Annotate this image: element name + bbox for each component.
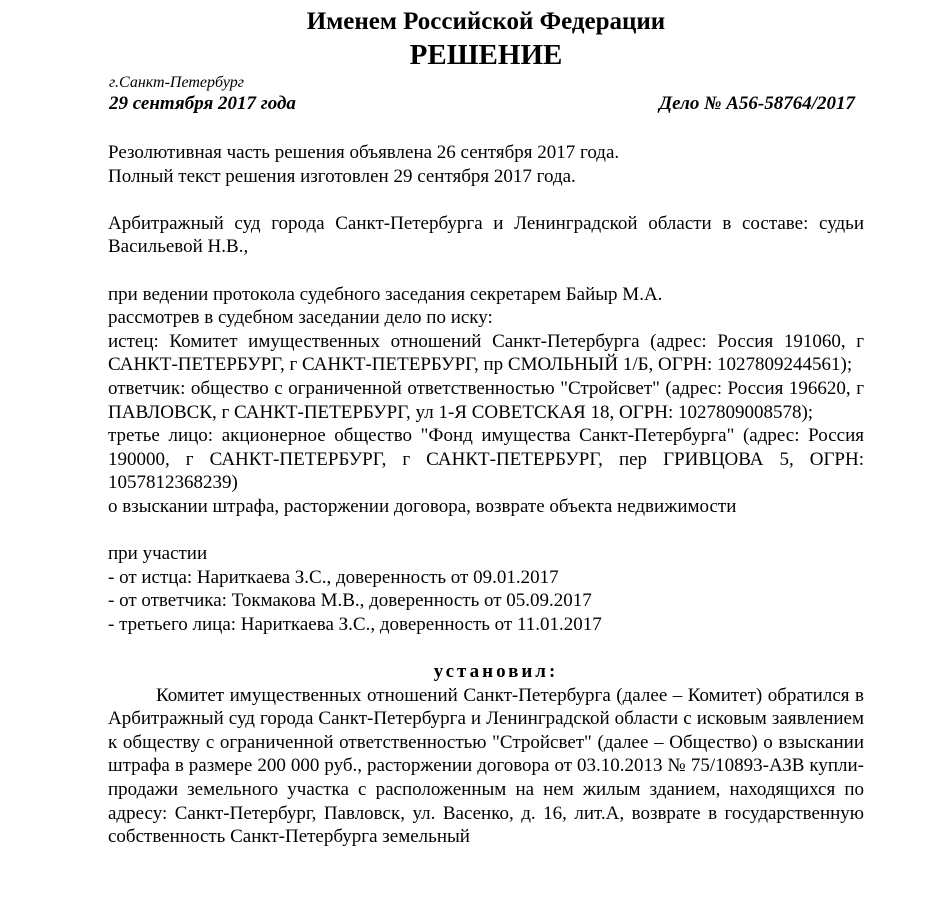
- document-body: [108, 141, 864, 849]
- subject-line: о взыскании штрафа, расторжении договора, возврате объекта недвижимости: [108, 495, 737, 517]
- court-composition: Арбитражный суд города Санкт-Петербурга и Ленинградской области в составе: судьи Васильевой Н.В.,: [108, 212, 864, 258]
- full-text-line: Полный текст решения изготовлен 29 сентября 2017 года.: [108, 165, 576, 187]
- defendant-paragraph: ответчик: общество с ограниченной ответственностью "Стройсвет" (адрес: Россия 196620, г ПАВЛОВСК, г САНКТ-ПЕТЕРБУРГ, ул 1-Я СОВЕТСКАЯ 18, ОГРН: 1027809008578);: [108, 377, 864, 423]
- spacer: [108, 188, 864, 212]
- established-heading: установил:: [433, 661, 559, 683]
- document-header-line1: Именем Российской Федерации: [306, 8, 666, 35]
- plaintiff-paragraph: истец: Комитет имущественных отношений Санкт-Петербурга (адрес: Россия 191060, г САНКТ-ПЕТЕРБУРГ, г САНКТ-ПЕТЕРБУРГ, пр СМОЛЬНЫЙ 1/Б, ОГРН: 1027809244561);: [108, 330, 864, 376]
- city-label: г.Санкт-Петербург: [109, 74, 244, 91]
- resolution-announced-line: Резолютивная часть решения объявлена 26 сентября 2017 года.: [108, 142, 620, 163]
- participation-item: - от ответчика: Токмакова М.В., доверенность от 05.09.2017: [108, 590, 592, 612]
- established-paragraph: Комитет имущественных отношений Санкт-Петербурга (далее – Комитет) обратился в Арбитражный суд города Санкт-Петербурга и Ленинградской области с исковым заявлением к обществу с ограниченной ответственностью "Стройсвет" (далее – Общество) о взыскании штрафа в размере 200 000 руб., расторжении договора от 03.10.2013 № 75/10893-АЗВ купли-продажи земельного участка с расположенным на нем жилым зданием, находящихся по адресу: Санкт-Петербург, Павловск, ул. Васенко, д. 16, лит.А, возврате в государственную собственность Санкт-Петербурга земельный: [108, 684, 864, 848]
- third-party-paragraph: третье лицо: акционерное общество "Фонд имущества Санкт-Петербурга" (адрес: Россия 190000, г САНКТ-ПЕТЕРБУРГ, г САНКТ-ПЕТЕРБУРГ, пер ГРИВЦОВА 5, ОГРН: 1057812368239): [108, 425, 864, 494]
- participation-heading: при участии: [108, 543, 208, 565]
- participation-item: - от истца: Нариткаева З.С., доверенность от 09.01.2017: [108, 566, 559, 588]
- spacer: [108, 519, 864, 543]
- case-number: Дело № А56-58764/2017: [659, 93, 855, 114]
- document-title: РЕШЕНИЕ: [409, 39, 563, 71]
- participation-item: - третьего лица: Нариткаева З.С., доверенность от 11.01.2017: [108, 613, 602, 635]
- spacer: [108, 259, 864, 283]
- secretary-line: при ведении протокола судебного заседания секретарем Байыр М.А.: [108, 283, 663, 305]
- spacer: [108, 636, 864, 660]
- considered-line: рассмотрев в судебном заседании дело по иску:: [108, 307, 493, 329]
- decision-date: 29 сентября 2017 года: [109, 93, 296, 114]
